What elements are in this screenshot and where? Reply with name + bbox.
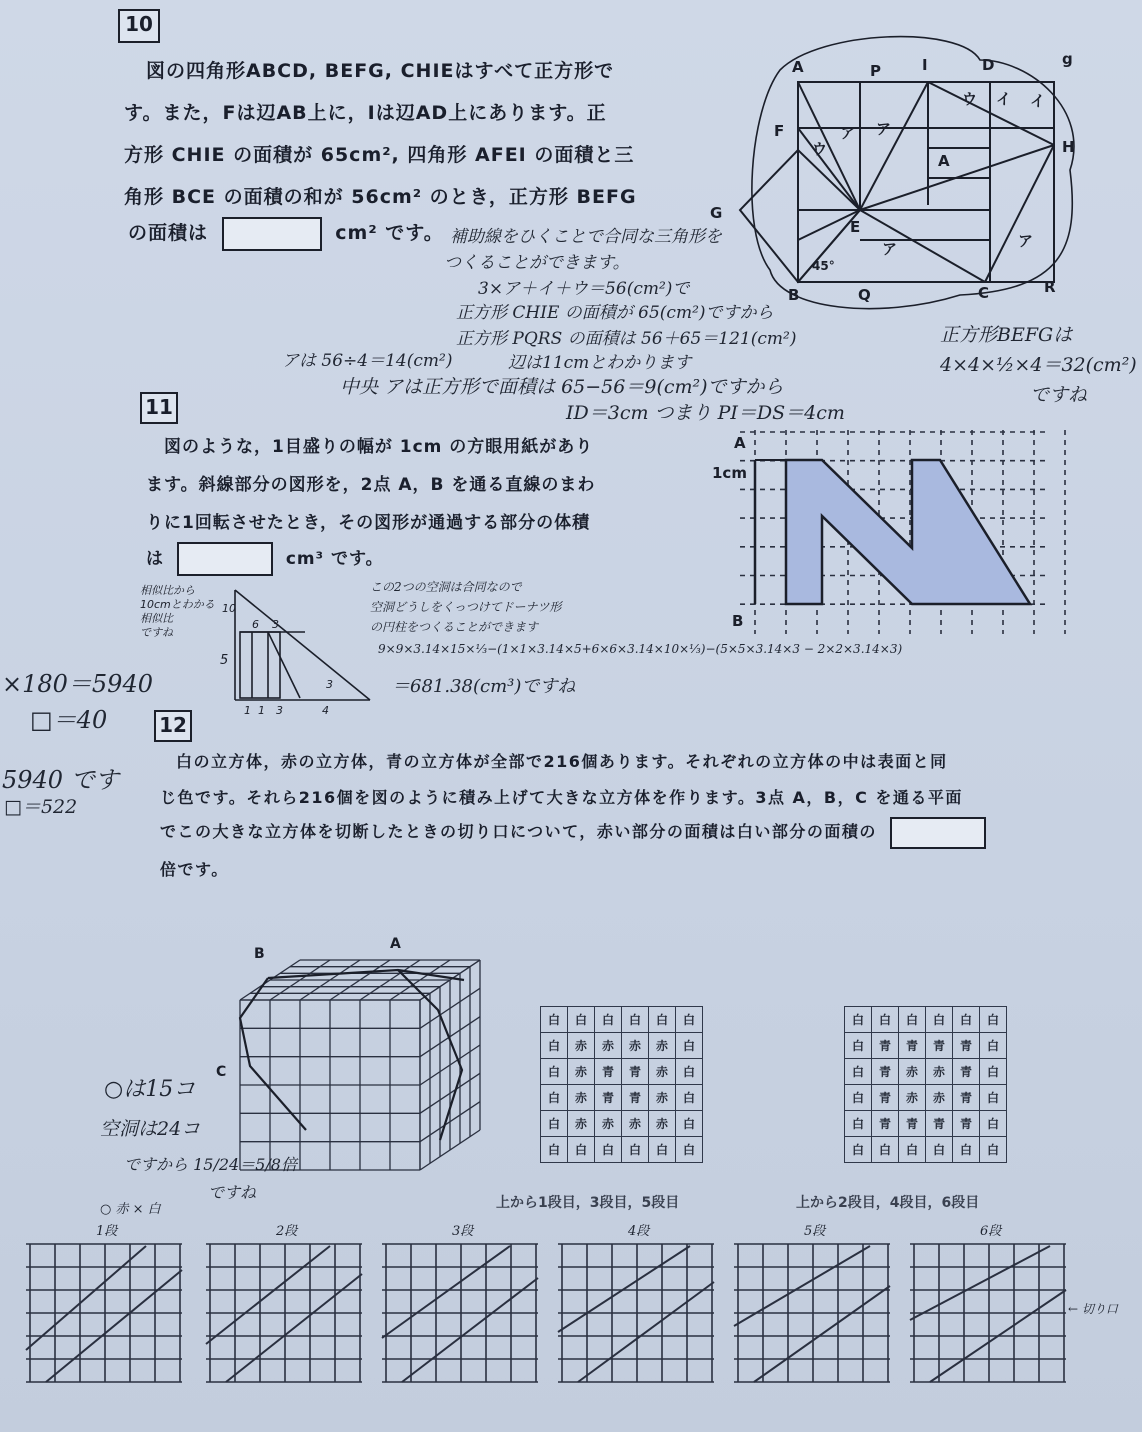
fig10-label: ア	[840, 124, 856, 142]
cut-layer-grid	[734, 1240, 894, 1386]
grid-row	[541, 1007, 703, 1033]
grid-cell: 青	[899, 1033, 926, 1059]
grid-cell: 白	[622, 1007, 649, 1033]
grid-cell: 白	[676, 1111, 703, 1137]
grid-row	[541, 1085, 703, 1111]
hw-note-10-1: 補助線をひくことで合同な三角形を	[450, 227, 722, 247]
grid-cell: 赤	[568, 1033, 595, 1059]
grid-cell: 赤	[568, 1111, 595, 1137]
sketch-num: 3	[272, 618, 279, 631]
grid-cell: 白	[980, 1007, 1007, 1033]
hw-12-2: 空洞は24コ	[100, 1118, 201, 1140]
sketch-num: 10	[222, 602, 236, 615]
grid-cell: 白	[845, 1059, 872, 1085]
grid-cell: 赤	[595, 1033, 622, 1059]
hw-calc-11: 9×9×3.14×15×⅓−(1×1×3.14×5+6×6×3.14×10×⅓)−(5×5×3.14×3 − 2×2×3.14×3)	[378, 642, 903, 656]
hw-annot-11-2: 空洞どうしをくっつけてドーナツ形	[370, 600, 562, 614]
answer-prefix: は	[146, 549, 164, 569]
layer-grid-even	[844, 1006, 1007, 1163]
fig10-label: ア	[1018, 232, 1034, 250]
grid-row	[845, 1059, 1007, 1085]
answer-box-12[interactable]	[890, 817, 986, 849]
grid-cell: 青	[622, 1059, 649, 1085]
figure-12-cube	[210, 930, 490, 1180]
grid-cell: 白	[622, 1137, 649, 1163]
hw-note-10-5: 正方形 PQRS の面積は 56＋65＝121(cm²)	[456, 329, 797, 349]
cube-label-a: A	[390, 936, 401, 952]
figure-11-grid	[700, 420, 1060, 640]
hw-note-10-8: 中央 アは正方形で面積は 65−56＝9(cm²)ですから	[340, 376, 784, 398]
hw-12-4: ですね	[208, 1183, 257, 1202]
grid-cell: 白	[980, 1085, 1007, 1111]
grid-cell: 青	[953, 1085, 980, 1111]
hw-12-legend: ○ 赤 × 白	[100, 1202, 161, 1217]
cut-layer-grid	[558, 1240, 718, 1386]
grid-cell: 白	[872, 1137, 899, 1163]
fig10-label: A	[938, 152, 950, 170]
hw-12-3: ですから 15/24＝5/8倍	[124, 1155, 297, 1174]
hw-note-10-11: 4×4×½×4＝32(cm²)	[940, 354, 1137, 376]
grid-row	[541, 1137, 703, 1163]
problem-10-text-line3: 方形 CHIE の面積が 65cm², 四角形 AFEI の面積と三	[124, 144, 635, 166]
grid-cell: 白	[649, 1007, 676, 1033]
margin-note-2: □＝40	[30, 706, 108, 734]
cut-layer-grid	[910, 1240, 1070, 1386]
grid-row	[845, 1111, 1007, 1137]
problem-12-text-line1: 白の立方体，赤の立方体，青の立方体が全部で216個あります。それぞれの立方体の中は表面と同	[176, 752, 948, 771]
grid-cell: 白	[676, 1033, 703, 1059]
grid-cell: 赤	[622, 1111, 649, 1137]
cube-label-b: B	[254, 946, 265, 962]
sketch-note: 相似比から	[140, 584, 195, 597]
sketch-note: 相似比	[140, 612, 173, 625]
fig11-label-b: B	[732, 612, 744, 630]
grid-cell: 白	[980, 1059, 1007, 1085]
grid-cell: 白	[899, 1007, 926, 1033]
hw-annot-11-1: この2つの空洞は合同なので	[370, 580, 522, 594]
sketch-num: 3	[276, 704, 283, 717]
grid-cell: 白	[845, 1111, 872, 1137]
grid-cell: 青	[953, 1033, 980, 1059]
sketch-num: 3	[326, 678, 333, 691]
fig10-label: ア	[882, 240, 898, 258]
grid-row	[541, 1059, 703, 1085]
grid-cell: 白	[980, 1033, 1007, 1059]
margin-note-1: ×180＝5940	[2, 670, 153, 698]
grid-cell: 白	[872, 1007, 899, 1033]
grid-cell: 青	[622, 1085, 649, 1111]
fig10-label: イ	[1030, 92, 1046, 110]
sketch-num: 1	[244, 704, 251, 717]
grid-cell: 白	[676, 1059, 703, 1085]
fig10-label: D	[982, 56, 995, 74]
hw-note-10-9: ID＝3cm つまり PI＝DS＝4cm	[566, 402, 845, 424]
sketch-num: 4	[322, 704, 329, 717]
margin-note-4: □＝522	[4, 796, 78, 818]
grid-cell: 白	[845, 1033, 872, 1059]
grid-row	[541, 1111, 703, 1137]
hw-note-10-2: つくることができます。	[444, 253, 630, 273]
grid-cell: 白	[676, 1007, 703, 1033]
line3-text: でこの大きな立方体を切断したときの切り口について，赤い部分の面積は白い部分の面積の	[160, 822, 877, 841]
hw-note-10-12: ですね	[1030, 384, 1088, 406]
hw-annot-11-3: の円柱をつくることができます	[370, 620, 539, 634]
shaded-n-shape	[786, 460, 1030, 604]
fig10-label: G	[710, 204, 723, 222]
grid-cell: 青	[595, 1059, 622, 1085]
fig11-label-1cm: 1cm	[712, 464, 747, 482]
grid-cell: 白	[595, 1007, 622, 1033]
layer-label: 1段	[96, 1224, 118, 1239]
grid-cell: 白	[980, 1137, 1007, 1163]
grid-cell: 青	[872, 1059, 899, 1085]
answer-suffix: cm² です。	[335, 222, 444, 244]
grid-cell: 赤	[926, 1085, 953, 1111]
cut-line	[754, 1286, 890, 1382]
grid-cell: 白	[845, 1007, 872, 1033]
layer-label: 4段	[628, 1224, 650, 1239]
problem-10-number: 10	[118, 9, 160, 43]
problem-12-text-line4: 倍です。	[160, 860, 229, 879]
grid-cell: 白	[541, 1137, 568, 1163]
fig10-label: E	[850, 218, 861, 236]
grid-cell: 青	[872, 1033, 899, 1059]
layer-grid-odd	[540, 1006, 703, 1163]
grid-cell: 白	[541, 1111, 568, 1137]
grid-cell: 白	[676, 1085, 703, 1111]
grid-cell: 青	[595, 1085, 622, 1111]
grid-cell: 白	[676, 1137, 703, 1163]
grid-cell: 白	[845, 1137, 872, 1163]
grid-row	[845, 1085, 1007, 1111]
problem-12-text-line2: じ色です。それら216個を図のように積み上げて大きな立方体を作ります。3点 A，B，C を通る平面	[160, 788, 963, 807]
hw-note-10-3: 3×ア＋イ＋ウ＝56(cm²)で	[478, 279, 690, 299]
fig10-label: Q	[858, 286, 871, 304]
cut-layer-grid	[206, 1240, 366, 1386]
fig10-label: A	[792, 58, 804, 76]
cut-line	[46, 1270, 182, 1382]
grid-cell: 青	[926, 1033, 953, 1059]
grid-cell: 白	[953, 1007, 980, 1033]
sketch-note: 10cmとわかる	[140, 598, 215, 611]
answer-box-11[interactable]	[177, 542, 273, 576]
problem-10-text-line5	[128, 212, 444, 254]
fig10-label: C	[978, 284, 990, 302]
cut-line	[26, 1246, 146, 1350]
grid-cell: 赤	[595, 1111, 622, 1137]
fig10-label: 45°	[812, 259, 835, 273]
fig10-label: P	[870, 62, 881, 80]
grid-cell: 赤	[899, 1085, 926, 1111]
problem-11-text-line2: ます。斜線部分の図形を，2点 A，B を通る直線のまわ	[146, 475, 596, 495]
problem-11-number: 11	[140, 392, 178, 424]
layer-label: 2段	[276, 1224, 298, 1239]
hw-note-10-6: 辺は11cmとわかります	[508, 353, 692, 373]
figure-11-sketch	[140, 580, 380, 720]
grid-cell: 赤	[649, 1085, 676, 1111]
grid-cell: 赤	[568, 1085, 595, 1111]
grid-cell: 青	[953, 1059, 980, 1085]
grid-cell: 赤	[899, 1059, 926, 1085]
grid-cell: 白	[845, 1085, 872, 1111]
grid-cell: 青	[872, 1085, 899, 1111]
problem-11-text-line4	[146, 538, 384, 580]
answer-box-10[interactable]	[222, 217, 322, 251]
fig10-label: イ	[996, 90, 1012, 108]
hw-note-10-10: 正方形BEFGは	[940, 324, 1073, 346]
hw-arrow-note: ← 切り口	[1068, 1302, 1118, 1316]
sketch-note: ですね	[140, 626, 173, 639]
grid-cell: 白	[926, 1007, 953, 1033]
grid-row	[845, 1137, 1007, 1163]
grid-cell: 青	[899, 1111, 926, 1137]
grid-cell: 白	[568, 1137, 595, 1163]
problem-11-text-line1: 図のような，1目盛りの幅が 1cm の方眼用紙があり	[164, 437, 594, 457]
problem-11-text-line3: りに1回転させたとき，その図形が通過する部分の体積	[146, 513, 591, 533]
answer-prefix: の面積は	[128, 222, 209, 244]
grid-cell: 白	[649, 1137, 676, 1163]
grid-cell: 赤	[926, 1059, 953, 1085]
fig10-label: I	[922, 56, 928, 74]
cut-layer-grid	[26, 1240, 186, 1386]
sketch-num: 6	[252, 618, 259, 631]
fig10-label: ア	[876, 120, 892, 138]
cut-layer-grid	[382, 1240, 542, 1386]
fig11-label-a: A	[734, 434, 746, 452]
cut-line	[578, 1282, 714, 1382]
problem-10-text-line1: 図の四角形ABCD, BEFG, CHIEはすべて正方形で	[146, 60, 615, 82]
grid-cell: 白	[541, 1085, 568, 1111]
grid-cell: 白	[568, 1007, 595, 1033]
sketch-num: 5	[220, 653, 229, 668]
cut-line	[910, 1246, 1050, 1320]
grid-cell: 白	[899, 1137, 926, 1163]
cut-line	[402, 1278, 538, 1382]
layer-label: 6段	[980, 1224, 1002, 1239]
answer-suffix: cm³ です。	[285, 549, 384, 569]
grid-cell: 赤	[649, 1111, 676, 1137]
fig10-label: g	[1062, 50, 1073, 68]
grid-row	[845, 1033, 1007, 1059]
grid-cell: 白	[926, 1137, 953, 1163]
problem-10-text-line2: す。また，Fは辺AB上に，Iは辺AD上にあります。正	[124, 102, 607, 124]
grid-cell: 青	[926, 1111, 953, 1137]
grid-cell: 白	[541, 1059, 568, 1085]
grid-row	[541, 1033, 703, 1059]
grid-cell: 青	[872, 1111, 899, 1137]
problem-10-text-line4: 角形 BCE の面積の和が 56cm² のとき，正方形 BEFG	[124, 186, 637, 208]
grid-cell: 赤	[649, 1033, 676, 1059]
hw-12-1: ○は15コ	[104, 1077, 196, 1102]
cut-line	[206, 1246, 330, 1344]
grid-cell: 赤	[622, 1033, 649, 1059]
cube-label-c: C	[216, 1064, 227, 1080]
margin-note-3: 5940 です	[2, 766, 119, 794]
cut-line	[558, 1246, 690, 1332]
grid-cell: 白	[980, 1111, 1007, 1137]
cut-line	[382, 1246, 510, 1338]
caption-odd-layers: 上から1段目，3段目，5段目	[496, 1195, 680, 1211]
hw-answer-11: ＝681.38(cm³)ですね	[392, 676, 576, 697]
caption-even-layers: 上から2段目，4段目，6段目	[796, 1195, 980, 1211]
fig10-label: ウ	[812, 140, 828, 158]
problem-12-text-line3	[160, 814, 986, 850]
problem-12-number: 12	[154, 710, 192, 742]
hw-note-10-4: 正方形 CHIE の面積が 65(cm²)ですから	[456, 303, 774, 323]
figure-10-squares	[700, 30, 1100, 330]
grid-cell: 青	[953, 1111, 980, 1137]
grid-cell: 赤	[568, 1059, 595, 1085]
fig10-label: H	[1062, 138, 1075, 156]
grid-cell: 白	[541, 1033, 568, 1059]
layer-label: 3段	[452, 1224, 474, 1239]
grid-cell: 白	[541, 1007, 568, 1033]
grid-row	[845, 1007, 1007, 1033]
sketch-num: 1	[258, 704, 265, 717]
grid-cell: 白	[953, 1137, 980, 1163]
fig10-label: F	[774, 122, 785, 140]
grid-cell: 白	[595, 1137, 622, 1163]
grid-cell: 赤	[649, 1059, 676, 1085]
fig10-label: R	[1044, 278, 1056, 296]
fig10-label: ウ	[962, 90, 978, 108]
fig10-label: B	[788, 286, 800, 304]
layer-label: 5段	[804, 1224, 826, 1239]
hw-note-10-7: アは 56÷4＝14(cm²)	[282, 351, 453, 371]
